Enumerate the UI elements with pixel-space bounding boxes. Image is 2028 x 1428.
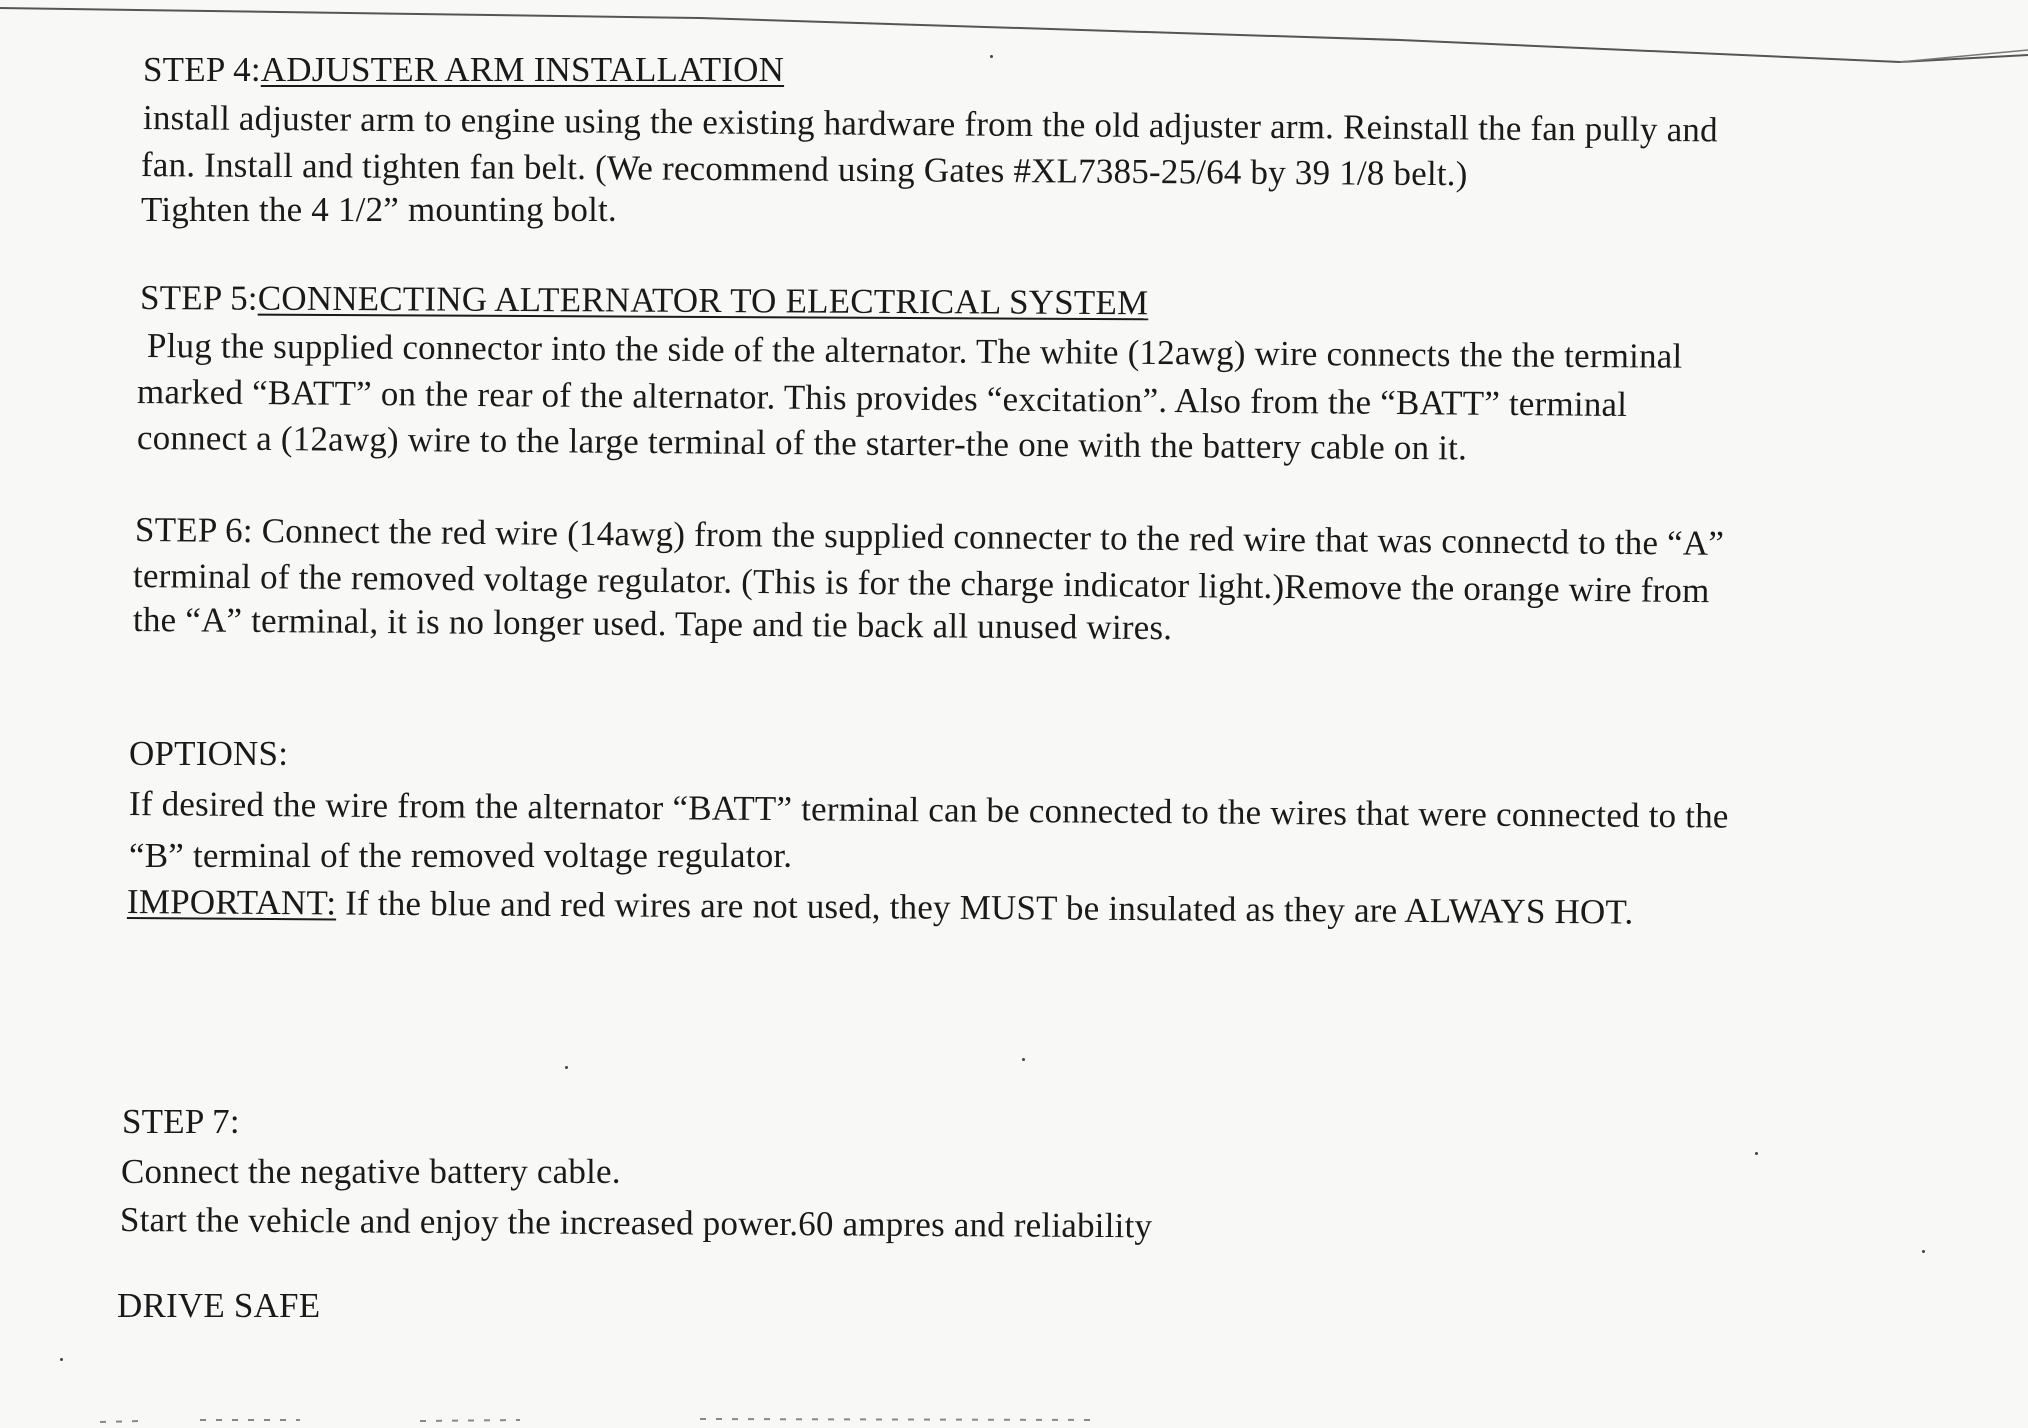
scan-speck [1922,1250,1925,1253]
step5-line-2: marked “BATT” on the rear of the alternator. This provides “excitation”. Also from the “BATT” terminal [136,372,1628,425]
step6-line-1: STEP 6: Connect the red wire (14awg) from the supplied connecter to the red wire that was connectd to the “A” [134,510,1725,563]
step7-line-2: Start the vehicle and enjoy the increased power.60 ampres and reliability [119,1200,1153,1246]
scan-speck [60,1358,63,1361]
options-line-2: “B” terminal of the removed voltage regulator. [129,836,793,875]
step6-line-2: terminal of the removed voltage regulator. (This is for the charge indicator light.)Remove the orange wire from [132,556,1710,611]
step5-line-1: Plug the supplied connector into the side of the alternator. The white (12awg) wire connects the the terminal [146,326,1683,376]
step4-line-3: Tighten the 4 1/2” mounting bolt. [141,190,617,229]
step4-heading [143,50,784,90]
scan-bottom-edge [0,1408,2028,1428]
closing-text: DRIVE SAFE [117,1286,321,1325]
step7-heading: STEP 7: [122,1102,240,1141]
important-label: IMPORTANT: [126,882,337,923]
scan-speck [1022,1058,1025,1061]
step5-line-3: connect a (12awg) wire to the large terminal of the starter-the one with the battery cable on it. [136,418,1468,468]
step4-line-2: fan. Install and tighten fan belt. (We recommend using Gates #XL7385-25/64 by 39 1/8 belt.) [140,145,1468,194]
step4-prefix: STEP 4: [143,50,261,89]
options-line-1: If desired the wire from the alternator “BATT” terminal can be connected to the wires that were connected to the [128,784,1729,836]
step5-heading [140,278,1149,323]
step4-line-1: install adjuster arm to engine using the existing hardware from the old adjuster arm. Reinstall the fan pully and [142,98,1718,150]
step5-title: CONNECTING ALTERNATOR TO ELECTRICAL SYSTEM [257,278,1149,323]
scan-speck [1755,1152,1758,1155]
step5-prefix: STEP 5: [139,278,258,318]
step6-line-3: the “A” terminal, it is no longer used. Tape and tie back all unused wires. [132,600,1173,648]
step4-title: ADJUSTER ARM INSTALLATION [260,50,785,89]
important-line [127,882,1634,933]
scan-speck [990,55,993,58]
options-heading: OPTIONS: [129,734,289,773]
step7-line-1: Connect the negative battery cable. [121,1152,621,1191]
important-text: If the blue and red wires are not used, they MUST be insulated as they are ALWAYS HOT. [336,883,1634,932]
scan-speck [565,1066,568,1069]
